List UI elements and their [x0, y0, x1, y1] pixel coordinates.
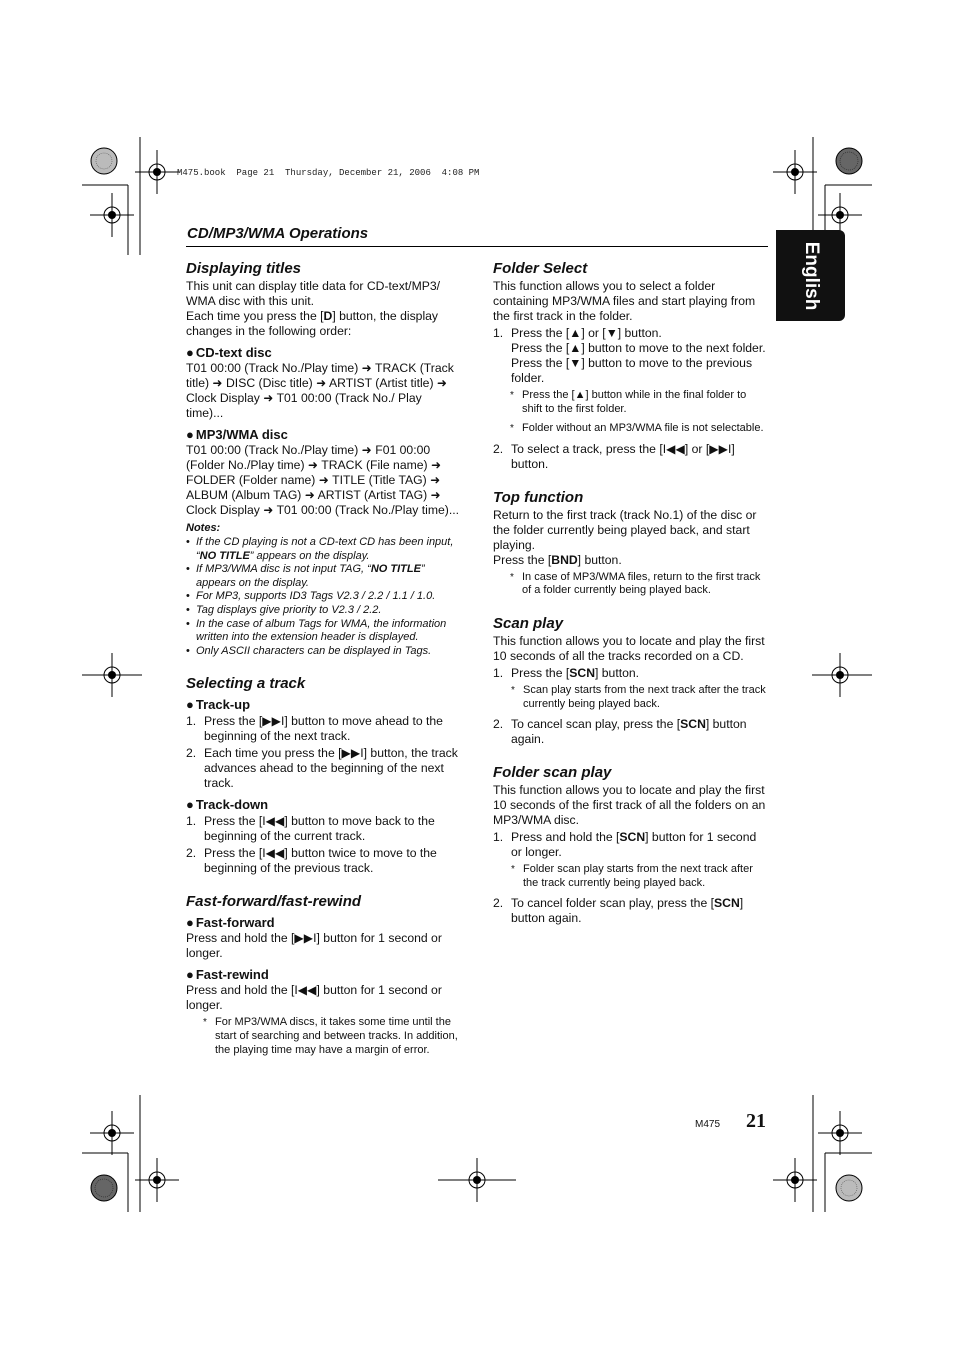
paragraph: Return to the first track (track No.1) of the disc or the folder currently being played back, and start playing.	[493, 507, 757, 552]
print-slug: M475.book Page 21 Thursday, December 21, 2006 4:08 PM	[177, 168, 480, 178]
bullet-icon: ●	[186, 967, 194, 983]
registration-mark-icon	[818, 1111, 862, 1155]
footnote: * In case of MP3/WMA files, return to the first track of a folder currently being played back.	[510, 570, 761, 597]
registration-mark-icon	[135, 150, 179, 194]
registration-mark-icon	[135, 1158, 179, 1202]
language-tab-label: English	[800, 241, 822, 310]
key-label: BND	[551, 552, 578, 567]
note-item: • In the case of album Tags for WMA, the information written into the extension header is displayed.	[186, 618, 462, 645]
section-divider	[186, 246, 768, 247]
selecting-track-section	[186, 676, 462, 876]
registration-star-icon	[91, 1175, 117, 1201]
section-title: CD/MP3/WMA Operations	[187, 225, 369, 242]
registration-mark-icon	[773, 1158, 817, 1202]
bullet-icon: ●	[186, 797, 194, 813]
footnote: * Folder without an MP3/WMA file is not selectable.	[510, 422, 764, 435]
trackdown-steps	[186, 814, 462, 876]
left-column	[186, 261, 462, 1063]
note-item: • If MP3/WMA disc is not input TAG, “NO TITLE” appears on the display.	[186, 563, 462, 590]
step-item: 1. Press the [▲] or [▼] button. Press the [▲] button to move to the next folder. Press the [▼] button to move to the previous folder. * Press the [▲] button while in the final folder to shift to the first folder. * Folder without an MP3/WMA file is not selectable.	[493, 326, 769, 436]
ff-rew-section	[186, 894, 462, 1057]
folder-scan-heading: Folder scan play	[493, 764, 612, 782]
note-item: • Only ASCII characters can be displayed in Tags.	[186, 645, 462, 659]
step-item: 1. Press and hold the [SCN] button for 1 second or longer. * Folder scan play starts from the next track after the track currently being played back.	[493, 830, 769, 890]
step-item: 2. To select a track, press the [I◀◀] or [▶▶I] button.	[493, 441, 735, 471]
top-function-heading: Top function	[493, 488, 584, 506]
registration-star-icon	[91, 148, 117, 174]
registration-star-icon	[836, 148, 862, 174]
folder-scan-section	[493, 765, 769, 926]
cdtext-sequence: T01 00:00 (Track No./Play time) ➜ TRACK (Track title) ➜ DISC (Disc title) ➜ ARTIST (Artist title) ➜ Clock Display ➜ T01 00:00 (Track No./ Play time)...	[186, 361, 454, 420]
subheading-fastforward: ● Fast-forward	[186, 915, 275, 931]
registration-mark-icon	[773, 150, 817, 194]
displaying-titles-heading: Displaying titles	[186, 260, 302, 277]
scan-play-steps	[493, 666, 769, 747]
trackup-steps	[186, 714, 462, 791]
paragraph: Press and hold the [I◀◀] button for 1 second or longer.	[186, 983, 442, 1013]
key-label: D	[323, 309, 333, 323]
note-item: • If the CD playing is not a CD-text CD has been input, “NO TITLE” appears on the display.	[186, 536, 462, 563]
mp3-sequence: T01 00:00 (Track No./Play time) ➜ F01 00:00 (Folder No./Play time) ➜ TRACK (File name) ➜ FOLDER (Folder name) ➜ TITLE (Title TAG) ➜ ALBUM (Album TAG) ➜ ARTIST (Artist TAG) ➜ Clock Display ➜ T01 00:00 (Track No./Play time)...	[186, 443, 460, 517]
folder-select-section	[493, 261, 769, 472]
bullet-icon: ●	[186, 697, 194, 713]
registration-mark-icon	[90, 193, 134, 237]
bullet-icon: ●	[186, 915, 194, 931]
selecting-track-heading: Selecting a track	[186, 675, 306, 693]
subheading-mp3: ● MP3/WMA disc	[186, 427, 288, 442]
paragraph: This function allows you to locate and play the first 10 seconds of all the tracks recorded on a CD.	[493, 633, 765, 663]
ff-rew-heading: Fast-forward/fast-rewind	[186, 893, 362, 911]
paragraph: This function allows you to locate and play the first 10 seconds of the first track of all the folders on an MP3/WMA disc.	[493, 783, 766, 828]
notes-label: Notes:	[186, 522, 221, 534]
registration-mark-icon	[90, 1111, 134, 1155]
language-tab	[776, 230, 845, 321]
subheading-cdtext: ● CD-text disc	[186, 345, 272, 360]
step-item: 2. To cancel scan play, press the [SCN] button again.	[493, 717, 747, 747]
scan-play-section	[493, 616, 769, 747]
bullet-icon: ●	[186, 345, 194, 360]
note-item: • Tag displays give priority to V2.3 / 2.2.	[186, 604, 462, 618]
footnote: * Folder scan play starts from the next track after the track currently being played back.	[511, 863, 753, 889]
folder-select-heading: Folder Select	[493, 260, 588, 277]
step-item: 1. Press the [I◀◀] button to move back to the beginning of the current track.	[186, 814, 435, 844]
footnote: * Scan play starts from the next track after the track currently being played back.	[511, 683, 766, 710]
paragraph: Each time you press the [D] button, the display changes in the following order:	[186, 309, 439, 338]
registration-star-icon	[836, 1175, 862, 1201]
scan-play-heading: Scan play	[493, 614, 564, 632]
paragraph: This unit can display title data for CD-text/MP3/ WMA disc with this unit.	[186, 279, 441, 308]
footnote: * Press the [▲] button while in the final folder to shift to the first folder.	[510, 389, 747, 415]
page-number: 21	[746, 1110, 766, 1132]
note-item: • For MP3, supports ID3 Tags V2.3 / 2.2 / 1.1 / 1.0.	[186, 590, 462, 604]
folder-select-steps	[493, 326, 769, 472]
step-item: 2. To cancel folder scan play, press the [SCN] button again.	[493, 896, 744, 926]
model-code: M475	[695, 1119, 721, 1130]
step-item: 2. Each time you press the [▶▶I] button, the track advances ahead to the beginning of the next track.	[186, 746, 458, 791]
step-item: 2. Press the [I◀◀] button twice to move to the beginning of the previous track.	[186, 846, 437, 876]
subheading-trackup: ● Track-up	[186, 697, 251, 713]
paragraph: Press and hold the [▶▶I] button for 1 second or longer.	[186, 931, 442, 961]
notes-list	[186, 536, 462, 658]
footnote: * For MP3/WMA discs, it takes some time until the start of searching and between tracks. In addition, the playing time may have a margin of error.	[203, 1016, 458, 1056]
paragraph: This function allows you to select a folder containing MP3/WMA files and start playing from the first track in the folder.	[493, 279, 756, 323]
step-item: 1. Press the [SCN] button. * Scan play starts from the next track after the track currently being played back.	[493, 666, 769, 711]
subheading-fastrewind: ● Fast-rewind	[186, 967, 269, 983]
folder-scan-steps	[493, 830, 769, 926]
paragraph: Press the [BND] button.	[493, 552, 622, 567]
subheading-trackdown: ● Track-down	[186, 797, 269, 813]
top-function-section	[493, 490, 769, 598]
right-column	[493, 261, 769, 928]
displaying-titles-section	[186, 261, 462, 658]
step-item: 1. Press the [▶▶I] button to move ahead to the beginning of the next track.	[186, 714, 443, 744]
bullet-icon: ●	[186, 427, 194, 442]
